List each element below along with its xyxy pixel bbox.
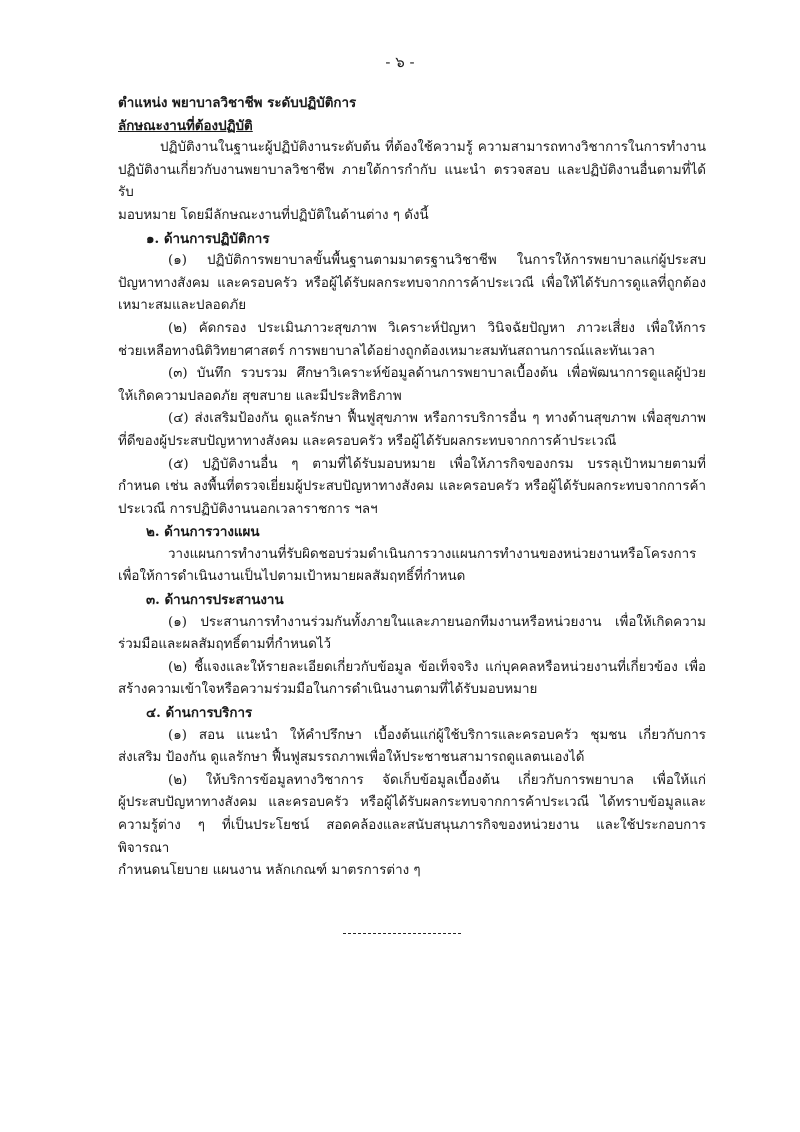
section-item (118, 657, 706, 702)
section (118, 521, 706, 589)
item-continuation-line: เพื่อให้การดำเนินงานเป็นไปตามเป้าหมายผลสัมฤทธิ์ที่กำหนด (118, 569, 466, 585)
intro-line: มอบหมาย โดยมีลักษณะงานที่ปฏิบัติในด้านต่าง ๆ ดังนี้ (118, 207, 429, 223)
section-item (118, 612, 706, 657)
section-item (118, 454, 706, 522)
position-value: พยาบาลวิชาชีพ ระดับปฏิบัติการ (172, 95, 357, 111)
item-continuation-line: ปัญหาทางสังคม และครอบครัว หรือผู้ได้รับผลกระทบจากการค้าประเวณี เพื่อให้ได้รับการดูแลที่ถูกต้อง (118, 275, 706, 291)
item-continuation-line: ให้เกิดความปลอดภัย สุขสบาย และมีประสิทธิภาพ (118, 388, 402, 404)
section-item (118, 408, 706, 453)
item-first-line: (๑) ปฏิบัติการพยาบาลขั้นพื้นฐานตามมาตรฐานวิชาชีพ ในการให้การพยาบาลแก่ผู้ประสบ (168, 253, 706, 269)
section-item (118, 544, 706, 589)
page-number: - ๖ - (385, 53, 415, 71)
section-title: ๓. ด้านการประสานงาน (146, 592, 284, 609)
item-continuation-line: ร่วมมือและผลสัมฤทธิ์ตามที่กำหนดไว้ (118, 637, 332, 653)
item-continuation-line: กำหนด เช่น ลงพื้นที่ตรวจเยี่ยมผู้ประสบปัญหาทางสังคม และครอบครัว หรือผู้ได้รับผลกระทบจากการค้า (118, 479, 706, 495)
section (118, 228, 706, 522)
section-title: ๒. ด้านการวางแผน (146, 524, 260, 541)
item-first-line: (๑) ประสานการทำงานร่วมกันทั้งภายในและภายนอกทีมงานหรือหน่วยงาน เพื่อให้เกิดความ (168, 614, 706, 630)
section (118, 589, 706, 702)
item-continuation-line: ช่วยเหลือทางนิติวิทยาศาสตร์ การพยาบาลได้อย่างถูกต้องเหมาะสมทันสถานการณ์และทันเวลา (118, 343, 655, 359)
intro-paragraph (118, 137, 706, 227)
intro-line: ปฏิบัติงานเกี่ยวกับงานพยาบาลวิชาชีพ ภายใต้การกำกับ แนะนำ ตรวจสอบ และปฏิบัติงานอื่นตามที่ได้รับ (118, 162, 706, 201)
item-continuation-line: ความรู้ต่าง ๆ ที่เป็นประโยชน์ สอดคล้องและสนับสนุนภารกิจของหน่วยงาน และใช้ประกอบการพิจารณา (118, 818, 706, 856)
item-first-line: วางแผนการทำงานที่รับผิดชอบร่วมดำเนินการวางแผนการทำงานของหน่วยงานหรือโครงการ (168, 546, 697, 562)
section-item (118, 363, 706, 408)
intro-line: ปฏิบัติงานในฐานะผู้ปฏิบัติงานระดับต้น ที่ต้องใช้ความรู้ ความสามารถทางวิชาการในการทำงาน (160, 140, 706, 156)
item-first-line: (๒) คัดกรอง ประเมินภาวะสุขภาพ วิเคราะห์ปัญหา วินิจฉัยปัญหา ภาวะเสี่ยง เพื่อให้การ (168, 320, 706, 336)
item-first-line: (๒) ชี้แจงและให้รายละเอียดเกี่ยวกับข้อมูล ข้อเท็จจริง แก่บุคคลหรือหน่วยงานที่เกี่ยวข้อง เพื่อ (168, 659, 706, 675)
sections-container (118, 228, 706, 883)
item-first-line: (๔) ส่งเสริมป้องกัน ดูแลรักษา ฟื้นฟูสุขภาพ หรือการบริการอื่น ๆ ทางด้านสุขภาพ เพื่อสุขภาพ (168, 411, 706, 427)
document-body (118, 92, 706, 883)
item-continuation-line: ส่งเสริม ป้องกัน ดูแลรักษา ฟื้นฟูสมรรถภาพเพื่อให้ประชาชนสามารถดูแลตนเองได้ (118, 750, 585, 766)
item-continuation-line: ประเวณี การปฏิบัติงานนอกเวลาราชการ ฯลฯ (118, 501, 378, 517)
section-title: ๔. ด้านการบริการ (146, 705, 253, 722)
section (118, 702, 706, 883)
section-title: ๑. ด้านการปฏิบัติการ (146, 230, 270, 247)
section-item (118, 725, 706, 770)
section-item (118, 250, 706, 318)
item-first-line: (๒) ให้บริการข้อมูลทางวิชาการ จัดเก็บข้อมูลเบื้องต้น เกี่ยวกับการพยาบาล เพื่อให้แก่ (168, 772, 706, 788)
section-item (118, 770, 706, 883)
item-continuation-line: ที่ดีของผู้ประสบปัญหาทางสังคม และครอบครัว หรือผู้ได้รับผลกระทบจากการค้าประเวณี (118, 433, 617, 449)
item-continuation-line: กำหนดนโยบาย แผนงาน หลักเกณฑ์ มาตรการต่าง ๆ (118, 863, 421, 879)
item-first-line: (๑) สอน แนะนำ ให้คำปรึกษา เบื้องต้นแก่ผู้ใช้บริการและครอบครัว ชุมชน เกี่ยวกับการ (168, 727, 706, 743)
position-line (118, 92, 706, 115)
section-item (118, 318, 706, 363)
item-continuation-line: สร้างความเข้าใจหรือความร่วมมือในการดำเนินงานตามที่ได้รับมอบหมาย (118, 682, 538, 698)
item-first-line: (๓) บันทึก รวบรวม ศึกษาวิเคราะห์ข้อมูลด้านการพยาบาลเบื้องต้น เพื่อพัฒนาการดูแลผู้ป่วย (168, 366, 706, 382)
job-nature-heading: ลักษณะงานที่ต้องปฏิบัติ (118, 117, 253, 134)
item-first-line: (๕) ปฏิบัติงานอื่น ๆ ตามที่ได้รับมอบหมาย เพื่อให้ภารกิจของกรม บรรลุเป้าหมายตามที่ (168, 456, 706, 472)
end-divider (343, 933, 461, 934)
position-label: ตำแหน่ง (118, 95, 168, 111)
item-continuation-line: เหมาะสมและปลอดภัย (118, 298, 247, 314)
item-continuation-line: ผู้ประสบปัญหาทางสังคม และครอบครัว หรือผู้ได้รับผลกระทบจากการค้าประเวณี ได้ทราบข้อมูลและ (118, 795, 706, 811)
